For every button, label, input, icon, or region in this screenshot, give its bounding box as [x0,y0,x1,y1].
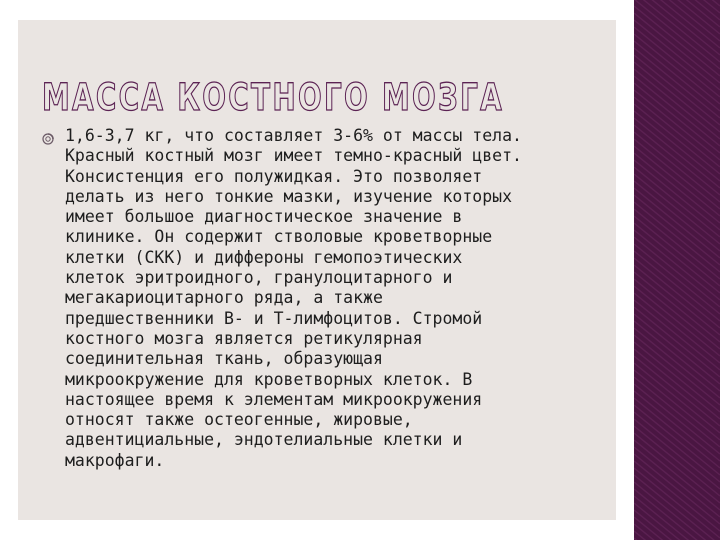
slide-title-text: МАССА КОСТНОГО МОЗГА [42,76,504,119]
slide-title [42,70,602,126]
stripe-line [634,510,720,540]
bullet-text: 1,6-3,7 кг, что составляет 3-6% от массы тела. Красный костный мозг имеет темно-красный цвет. Консистенция его полужидкая. Это позволяет делать из него тонкие мазки, изучение которых имеет большое диагностическое значение в клинике. Он содержит стволовые кроветворные клетки (СКК) и диффероны гемопоэтических клеток эритроидного, гранулоцитарного и мегакариоцитарного ряда, а также предшественники В- и Т-лимфоцитов. Стромой костного мозга является ретикулярная соединительная ткань, образующая микроокружение для кроветворных клеток. В настоящее время к элементам микроокружения относят также остеогенные, жировые, адвентициальные, эндотелиальные клетки и макрофаги. [65,126,522,470]
diagonal-stripes-pattern [634,0,720,540]
slide-title-outline [42,70,602,126]
decorative-side-band [634,0,720,540]
scroll-bullet-icon [42,133,54,145]
